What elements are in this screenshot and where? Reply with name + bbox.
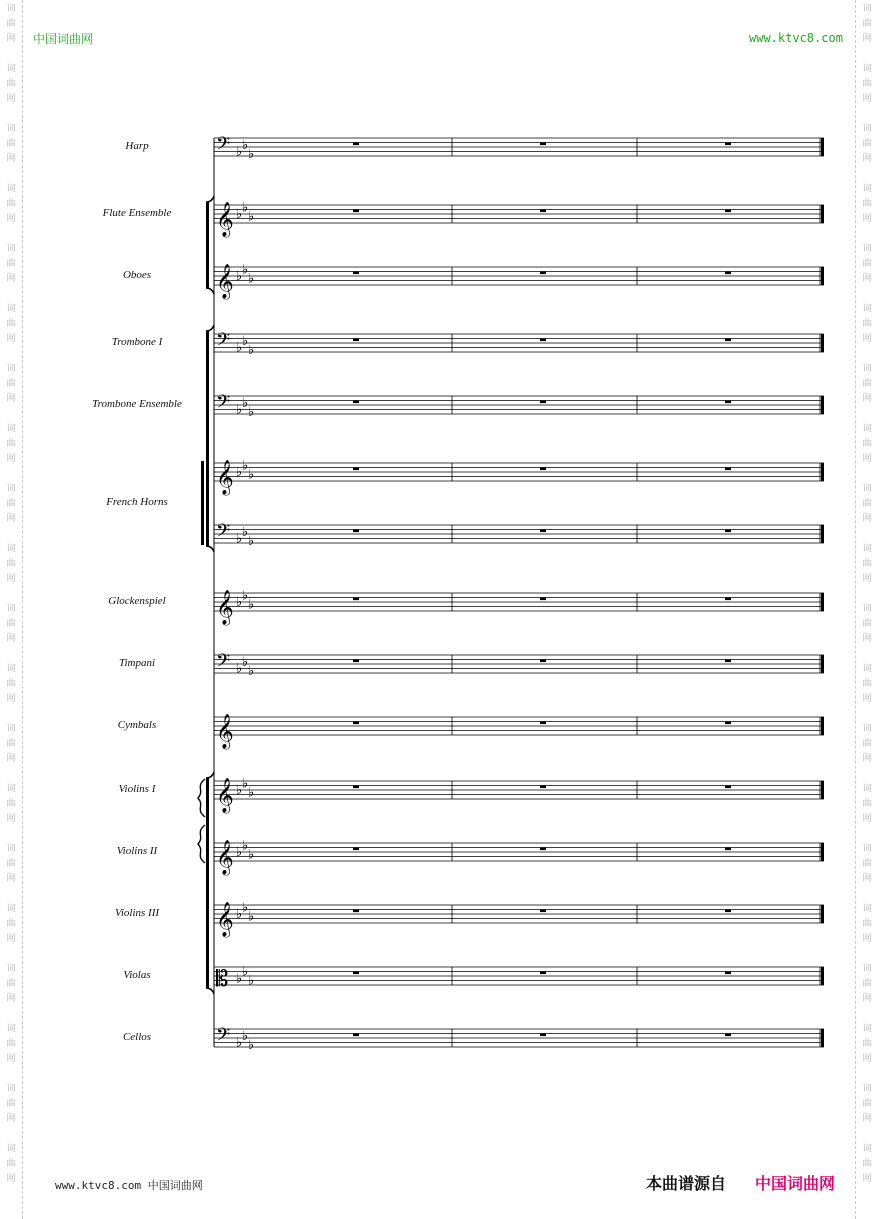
whole-rest xyxy=(540,339,546,342)
final-barline-thick xyxy=(821,334,824,352)
watermark-glyph-group: 词 曲 网 xyxy=(6,544,16,584)
instrument-label: Trombone I xyxy=(111,336,163,348)
instrument-label: French Horns xyxy=(106,496,168,508)
whole-rest xyxy=(540,848,546,851)
watermark-glyph-group: 词 曲 网 xyxy=(6,244,16,284)
key-flat: ♭ xyxy=(242,458,249,474)
watermark-glyph-group: 词 曲 网 xyxy=(862,964,872,1004)
whole-rest xyxy=(353,468,359,471)
whole-rest xyxy=(353,530,359,533)
instrument-label: Violas xyxy=(123,969,151,981)
whole-rest xyxy=(725,848,731,851)
whole-rest xyxy=(725,722,731,725)
watermark-glyph-group: 词 曲 网 xyxy=(862,544,872,584)
watermark-glyph-group: 词 曲 网 xyxy=(6,424,16,464)
whole-rest xyxy=(353,848,359,851)
whole-rest xyxy=(540,143,546,146)
watermark-glyph-group: 词 曲 网 xyxy=(6,484,16,524)
watermark-glyph-group: 词 曲 网 xyxy=(862,4,872,44)
whole-rest xyxy=(353,660,359,663)
key-flat: ♭ xyxy=(242,900,249,916)
key-flat: ♭ xyxy=(248,467,255,483)
instrument-label: Cellos xyxy=(122,1031,152,1043)
key-flat: ♭ xyxy=(236,1035,243,1051)
final-barline-thick xyxy=(821,138,824,156)
whole-rest xyxy=(540,272,546,275)
key-flat: ♭ xyxy=(236,531,243,547)
whole-rest xyxy=(540,468,546,471)
final-barline-thick xyxy=(821,396,824,414)
watermark-glyph-group: 词 曲 网 xyxy=(6,964,16,1004)
watermark-glyph-group: 词 曲 网 xyxy=(862,784,872,824)
key-flat: ♭ xyxy=(242,333,249,349)
key-flat: ♭ xyxy=(236,465,243,480)
clef-treble: 𝄞 xyxy=(216,714,234,749)
instrument-label: Violins II xyxy=(116,845,158,857)
instrument-label: Flute Ensemble xyxy=(102,207,172,219)
watermark-glyph-group: 词 曲 网 xyxy=(6,904,16,944)
whole-rest xyxy=(540,1034,546,1037)
whole-rest xyxy=(353,972,359,975)
key-flat: ♭ xyxy=(248,271,255,287)
key-flat: ♭ xyxy=(248,146,255,162)
watermark-glyph-group: 词 曲 网 xyxy=(862,424,872,464)
final-barline-thick xyxy=(821,781,824,799)
header-site-url: www.ktvc8.com xyxy=(749,31,843,45)
key-flat: ♭ xyxy=(236,783,243,798)
watermark-glyph-group: 词 曲 网 xyxy=(862,1084,872,1124)
watermark-glyph-group: 词 曲 网 xyxy=(6,844,16,884)
bracket-brass-bottom xyxy=(206,546,214,552)
clef-alto: 𝄡 xyxy=(216,967,229,992)
header-site-name: 中国词曲网 xyxy=(33,32,94,46)
clef-treble: 𝄞 xyxy=(216,840,234,875)
whole-rest xyxy=(540,598,546,601)
instrument-label: Oboes xyxy=(122,269,152,281)
whole-rest xyxy=(725,401,731,404)
key-flat: ♭ xyxy=(248,342,255,358)
watermark-glyph-group: 词 曲 网 xyxy=(862,364,872,404)
watermark-glyph-group: 词 曲 网 xyxy=(6,1084,16,1124)
key-flat: ♭ xyxy=(242,1028,249,1044)
instrument-label: Glockenspiel xyxy=(108,595,166,607)
footer-source-site: 中国词曲网 xyxy=(755,1174,836,1193)
watermark-glyph-group: 词 曲 网 xyxy=(862,904,872,944)
clef-bass: 𝄢 xyxy=(216,521,231,546)
instrument-label: Cymbals xyxy=(117,719,157,731)
final-barline-thick xyxy=(821,905,824,923)
whole-rest xyxy=(353,272,359,275)
key-flat: ♭ xyxy=(236,402,243,418)
bracket-woodwinds-bottom xyxy=(206,288,214,294)
key-flat: ♭ xyxy=(236,907,243,922)
watermark-glyph-group: 词 曲 网 xyxy=(862,664,872,704)
whole-rest xyxy=(725,660,731,663)
watermark-glyph-group: 词 曲 网 xyxy=(862,244,872,284)
key-flat: ♭ xyxy=(236,661,243,677)
whole-rest xyxy=(353,910,359,913)
final-barline-thick xyxy=(821,593,824,611)
whole-rest xyxy=(725,143,731,146)
key-flat: ♭ xyxy=(242,588,249,604)
watermark-glyph-group: 词 曲 网 xyxy=(862,724,872,764)
whole-rest xyxy=(353,339,359,342)
instrument-label: Trombone Ensemble xyxy=(92,398,182,410)
whole-rest xyxy=(540,530,546,533)
watermark-glyph-group: 词 曲 网 xyxy=(862,184,872,224)
bracket-strings xyxy=(206,778,209,988)
watermark-glyph-group: 词 曲 网 xyxy=(862,484,872,524)
key-flat: ♭ xyxy=(242,200,249,216)
watermark-glyph-group: 词 曲 网 xyxy=(862,124,872,164)
key-flat: ♭ xyxy=(236,207,243,222)
bracket-strings-bottom xyxy=(206,988,214,994)
bracket-woodwinds-top xyxy=(206,196,214,202)
watermark-glyph-group: 词 曲 网 xyxy=(862,1144,872,1184)
clef-bass: 𝄢 xyxy=(216,330,231,355)
whole-rest xyxy=(353,210,359,213)
key-flat: ♭ xyxy=(248,973,255,989)
whole-rest xyxy=(725,1034,731,1037)
watermark-glyph-group: 词 曲 网 xyxy=(6,1024,16,1064)
whole-rest xyxy=(725,530,731,533)
instrument-label: Violins I xyxy=(118,783,156,795)
watermark-glyph-group: 词 曲 网 xyxy=(6,64,16,104)
key-flat: ♭ xyxy=(242,838,249,854)
whole-rest xyxy=(725,272,731,275)
key-flat: ♭ xyxy=(248,597,255,613)
final-barline-thick xyxy=(821,205,824,223)
whole-rest xyxy=(725,786,731,789)
final-barline-thick xyxy=(821,967,824,985)
final-barline-thick xyxy=(821,843,824,861)
clef-treble: 𝄞 xyxy=(216,460,234,495)
final-barline-thick xyxy=(821,1029,824,1047)
clef-treble: 𝄞 xyxy=(216,778,234,813)
final-barline-thick xyxy=(821,717,824,735)
clef-treble: 𝄞 xyxy=(216,590,234,625)
final-barline-thick xyxy=(821,655,824,673)
whole-rest xyxy=(540,401,546,404)
whole-rest xyxy=(540,910,546,913)
instrument-label: Violins III xyxy=(114,907,160,919)
whole-rest xyxy=(725,210,731,213)
key-flat: ♭ xyxy=(248,785,255,801)
clef-bass: 𝄢 xyxy=(216,134,231,159)
watermark-glyph-group: 词 曲 网 xyxy=(862,304,872,344)
bracket-strings-top xyxy=(206,772,214,778)
whole-rest xyxy=(353,598,359,601)
key-flat: ♭ xyxy=(236,340,243,356)
key-flat: ♭ xyxy=(236,269,243,284)
key-flat: ♭ xyxy=(248,209,255,225)
key-flat: ♭ xyxy=(242,964,249,980)
key-flat: ♭ xyxy=(242,776,249,792)
final-barline-thick xyxy=(821,267,824,285)
whole-rest xyxy=(353,786,359,789)
watermark-glyph-group: 词 曲 网 xyxy=(6,124,16,164)
watermark-glyph-group: 词 曲 网 xyxy=(6,1144,16,1184)
clef-bass: 𝄢 xyxy=(216,1025,231,1050)
whole-rest xyxy=(540,210,546,213)
key-flat: ♭ xyxy=(236,971,243,987)
brace-violins-2 xyxy=(198,825,205,863)
watermark-glyph-group: 词 曲 网 xyxy=(6,4,16,44)
clef-treble: 𝄞 xyxy=(216,902,234,937)
whole-rest xyxy=(725,972,731,975)
key-flat: ♭ xyxy=(242,395,249,411)
whole-rest xyxy=(540,972,546,975)
key-flat: ♭ xyxy=(248,663,255,679)
final-barline-thick xyxy=(821,525,824,543)
bracket-brass xyxy=(206,331,209,546)
watermark-glyph-group: 词 曲 网 xyxy=(6,664,16,704)
key-flat: ♭ xyxy=(248,909,255,925)
footer-source-label: 本曲谱源自 xyxy=(646,1174,727,1193)
watermark-glyph-group: 词 曲 网 xyxy=(6,184,16,224)
clef-bass: 𝄢 xyxy=(216,392,231,417)
final-barline-thick xyxy=(821,463,824,481)
whole-rest xyxy=(540,660,546,663)
watermark-glyph-group: 词 曲 网 xyxy=(862,64,872,104)
key-flat: ♭ xyxy=(248,404,255,420)
watermark-glyph-group: 词 曲 网 xyxy=(862,1024,872,1064)
key-flat: ♭ xyxy=(248,847,255,863)
whole-rest xyxy=(725,339,731,342)
watermark-glyph-group: 词 曲 网 xyxy=(862,604,872,644)
watermark-glyph-group: 词 曲 网 xyxy=(6,604,16,644)
key-flat: ♭ xyxy=(248,1037,255,1053)
instrument-label: Timpani xyxy=(118,657,156,669)
clef-treble: 𝄞 xyxy=(216,264,234,299)
watermark-glyph-group: 词 曲 网 xyxy=(6,364,16,404)
whole-rest xyxy=(353,143,359,146)
key-flat: ♭ xyxy=(242,262,249,278)
key-flat: ♭ xyxy=(248,533,255,549)
footer-site-text: www.ktvc8.com 中国词曲网 xyxy=(55,1179,203,1192)
whole-rest xyxy=(540,722,546,725)
bracket-brass-top xyxy=(206,325,214,331)
key-flat: ♭ xyxy=(236,144,243,160)
key-flat: ♭ xyxy=(242,524,249,540)
watermark-glyph-group: 词 曲 网 xyxy=(6,724,16,764)
whole-rest xyxy=(725,468,731,471)
key-flat: ♭ xyxy=(236,595,243,610)
clef-treble: 𝄞 xyxy=(216,202,234,237)
key-flat: ♭ xyxy=(236,845,243,860)
whole-rest xyxy=(353,401,359,404)
watermark-glyph-group: 词 曲 网 xyxy=(862,844,872,884)
key-flat: ♭ xyxy=(242,654,249,670)
instrument-label: Harp xyxy=(125,140,149,152)
whole-rest xyxy=(353,722,359,725)
whole-rest xyxy=(353,1034,359,1037)
key-flat: ♭ xyxy=(242,137,249,153)
watermark-glyph-group: 词 曲 网 xyxy=(6,304,16,344)
clef-bass: 𝄢 xyxy=(216,651,231,676)
whole-rest xyxy=(540,786,546,789)
whole-rest xyxy=(725,598,731,601)
whole-rest xyxy=(725,910,731,913)
watermark-glyph-group: 词 曲 网 xyxy=(6,784,16,824)
